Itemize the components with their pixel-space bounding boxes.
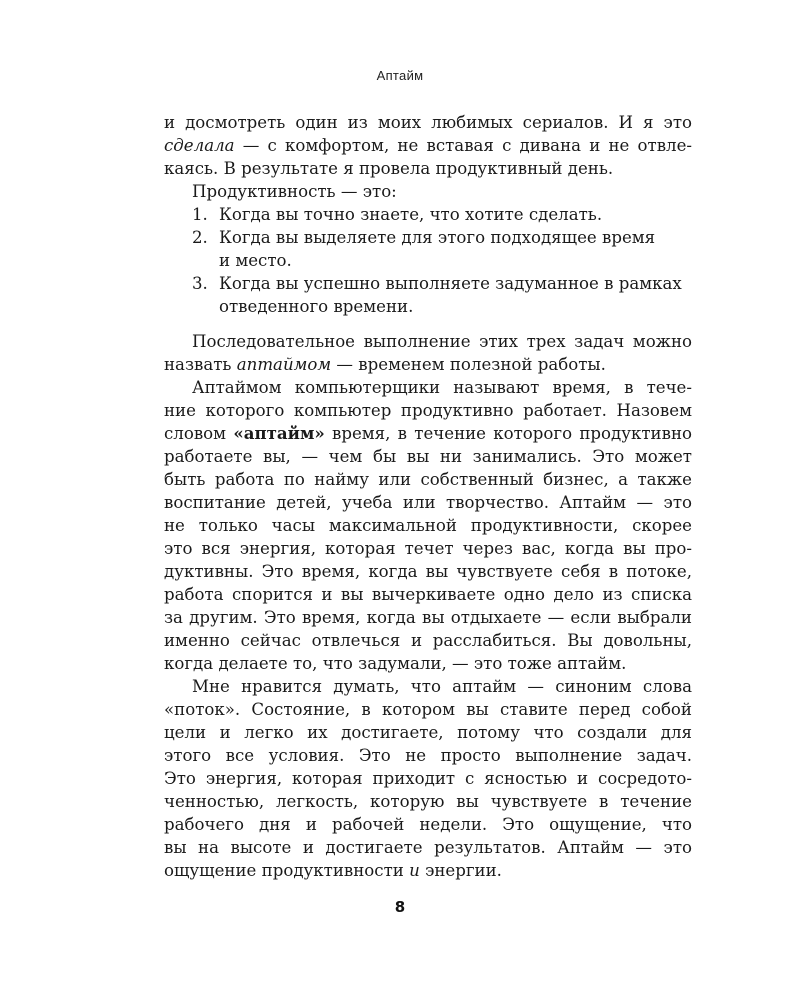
paragraph-4-line-11: за другим. Это время, когда вы отдыхаете — если выбрали bbox=[164, 608, 692, 627]
list-text: Когда вы успешно выполняете задуманное в рамках bbox=[219, 274, 682, 293]
paragraph-1-line-1: и досмотреть один из моих любимых сериалов. И я это bbox=[164, 113, 692, 132]
paragraph-4-line-9: дуктивны. Это время, когда вы чувствуете себя в потоке, bbox=[164, 562, 692, 581]
list-text: Когда вы выделяете для этого подходящее время bbox=[219, 228, 656, 247]
list-item-3-continuation: отведенного времени. bbox=[219, 297, 414, 316]
emphasis-word: и bbox=[409, 861, 420, 880]
list-item-2 bbox=[164, 226, 692, 249]
paragraph-5-line-2: «поток». Состояние, в котором вы ставите перед собой bbox=[164, 700, 692, 719]
paragraph-2-line-1: Продуктивность — это: bbox=[192, 182, 397, 201]
paragraph-1-line-3: каясь. В результате я провела продуктивный день. bbox=[164, 159, 614, 178]
paragraph-4-line-13: когда делаете то, что задумали, — это тоже аптайм. bbox=[164, 654, 627, 673]
list-text: Когда вы точно знаете, что хотите сделать. bbox=[219, 205, 603, 224]
list-number: 2. bbox=[192, 228, 208, 247]
line-text: — временем полезной работы. bbox=[331, 355, 606, 374]
paragraph-4-line-2: ние которого компьютер продуктивно работает. Назовем bbox=[164, 401, 692, 420]
paragraph-4-line-1: Аптаймом компьютерщики называют время, в тече- bbox=[192, 378, 692, 397]
list-number: 3. bbox=[192, 274, 208, 293]
list-item-3 bbox=[164, 272, 692, 295]
paragraph-5-line-7: рабочего дня и рабочей недели. Это ощущение, что bbox=[164, 815, 692, 834]
paragraph-5-line-8: вы на высоте и достигаете результатов. Аптайм — это bbox=[164, 838, 692, 857]
paragraph-4-line-6: воспитание детей, учеба или творчество. Аптайм — это bbox=[164, 493, 692, 512]
paragraph-4-line-3 bbox=[164, 422, 692, 445]
paragraph-5-line-5: Это энергия, которая приходит с ясностью и сосредото- bbox=[164, 769, 692, 788]
spacer bbox=[164, 318, 692, 330]
line-text: словом bbox=[164, 424, 234, 443]
paragraph-4-line-8: это вся энергия, которая течет через вас, когда вы про- bbox=[164, 539, 692, 558]
paragraph-5-line-3: цели и легко их достигаете, потому что создали для bbox=[164, 723, 692, 742]
running-title: Аптайм bbox=[376, 68, 424, 83]
page-number: 8 bbox=[394, 898, 406, 916]
paragraph-5-line-6: ченностью, легкость, которую вы чувствуете в течение bbox=[164, 792, 692, 811]
paragraph-4-line-5: быть работа по найму или собственный бизнес, а также bbox=[164, 470, 692, 489]
paragraph-3-line-1: Последовательное выполнение этих трех задач можно bbox=[192, 332, 692, 351]
list-item-1 bbox=[164, 203, 692, 226]
bold-term: «аптайм» bbox=[233, 423, 325, 443]
list-item-2-continuation: и место. bbox=[219, 251, 292, 270]
emphasis-word: аптаймом bbox=[236, 355, 332, 374]
paragraph-5-line-9 bbox=[164, 859, 692, 882]
paragraph-4-line-7: не только часы максимальной продуктивности, скорее bbox=[164, 516, 692, 535]
line-text: энергии. bbox=[419, 861, 502, 880]
paragraph-4-line-12: именно сейчас отвлечься и расслабиться. Вы довольны, bbox=[164, 631, 692, 650]
line-text: ощущение продуктивности bbox=[164, 861, 410, 880]
line-text: назвать bbox=[164, 355, 237, 374]
paragraph-4-line-10: работа спорится и вы вычеркиваете одно дело из списка bbox=[164, 585, 692, 604]
paragraph-5-line-1: Мне нравится думать, что аптайм — синоним слова bbox=[192, 677, 692, 696]
line-text: — с комфортом, не вставая с дивана и не отвле- bbox=[234, 136, 692, 155]
line-text: время, в течение которого продуктивно bbox=[324, 424, 692, 443]
paragraph-4-line-4: работаете вы, — чем бы вы ни занимались. Это может bbox=[164, 447, 692, 466]
list-number: 1. bbox=[192, 205, 208, 224]
paragraph-5-line-4: этого все условия. Это не просто выполнение задач. bbox=[164, 746, 692, 765]
paragraph-3-line-2 bbox=[164, 353, 692, 376]
page-body bbox=[164, 111, 692, 882]
emphasis-word: сделала bbox=[164, 136, 235, 155]
paragraph-1-line-2 bbox=[164, 134, 692, 157]
